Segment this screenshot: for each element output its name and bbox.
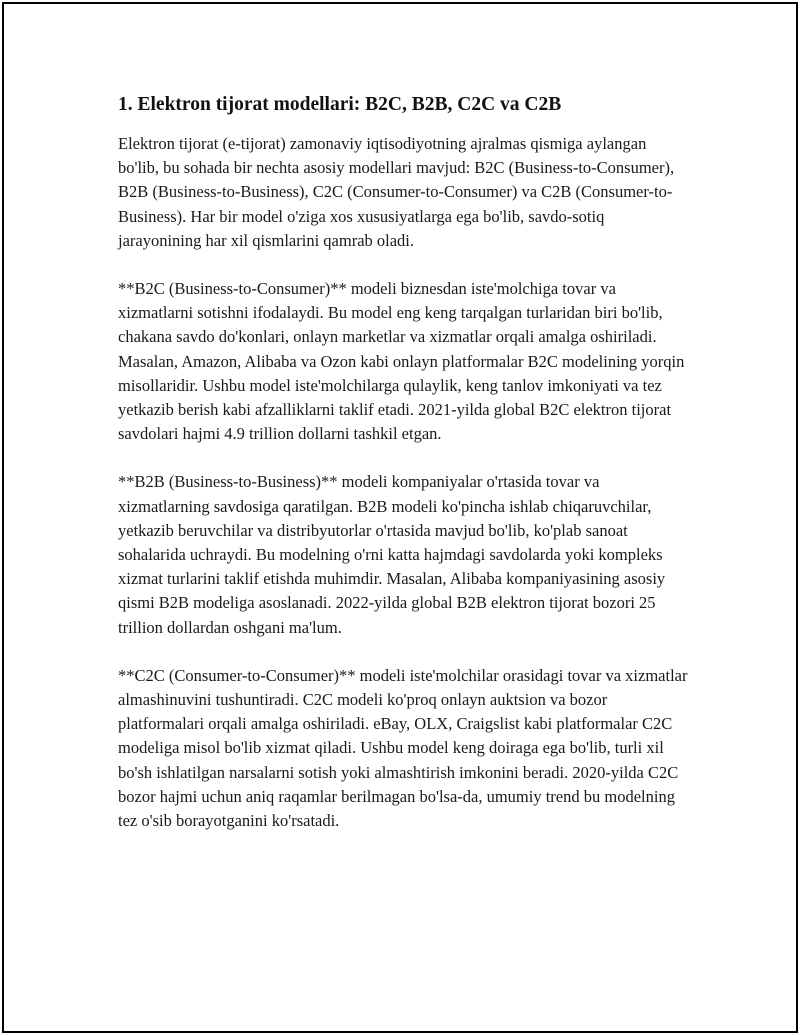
document-title: 1. Elektron tijorat modellari: B2C, B2B, C2C va C2B <box>118 94 562 115</box>
document-body <box>118 92 688 857</box>
paragraph-c2c: **C2C (Consumer-to-Consumer)** modeli iste'molchilar orasidagi tovar va xizmatlar almashinuvini tushuntiradi. C2C modeli ko'proq onlayn auktsion va bozor platformalari orqali amalga oshiriladi. eBay, OLX, Craigslist kabi platformalar C2C modeliga misol bo'lib xizmat qiladi. Ushbu model keng doiraga ega bo'lib, turli xil bo'sh ishlatilgan narsalarni sotish yoki almashtirish imkonini beradi. 2020-yilda C2C bozor hajmi uchun aniq raqamlar berilmagan bo'lsa-da, umumiy trend bu modelning tez o'sib borayotganini ko'rsatadi. <box>118 665 688 831</box>
paragraph-b2b: **B2B (Business-to-Business)** modeli kompaniyalar o'rtasida tovar va xizmatlarning savdosiga qaratilgan. B2B modeli ko'pincha ishlab chiqaruvchilar, yetkazib beruvchilar va distribyutorlar o'rtasida mavjud bo'lib, ko'plab sanoat sohalarida uchraydi. Bu modelning o'rni katta hajmdagi savdolarda yoki kompleks xizmat turlarini taklif etishda muhimdir. Masalan, Alibaba kompaniyasining asosiy qismi B2B modeliga asoslanadi. 2022-yilda global B2B elektron tijorat bozori 25 trillion dollardan oshgani ma'lum. <box>118 472 666 637</box>
paragraph-intro: Elektron tijorat (e-tijorat) zamonaviy iqtisodiyotning ajralmas qismiga aylangan bo'lib, bu sohada bir nechta asosiy modellari mavjud: B2C (Business-to-Consumer), B2B (Business-to-Business), C2C (Consumer-to-Consumer) va C2B (Consumer-to-Business). Har bir model o'ziga xos xususiyatlarga ega bo'lib, savdo-sotiq jarayonining har xil qismlarini qamrab oladi. <box>118 134 675 250</box>
paragraph-b2c: **B2C (Business-to-Consumer)** modeli biznesdan iste'molchiga tovar va xizmatlarni sotishni ifodalaydi. Bu model eng keng tarqalgan turlaridan biri bo'lib, chakana savdo do'konlari, onlayn marketlar va xizmatlar orqali amalga oshiriladi. Masalan, Amazon, Alibaba va Ozon kabi onlayn platformalar B2C modelining yorqin misollaridir. Ushbu model iste'molchilarga qulaylik, keng tanlov imkoniyati va tez yetkazib berish kabi afzalliklarni taklif etadi. 2021-yilda global B2C elektron tijorat savdolari hajmi 4.9 trillion dollarni tashkil etgan. <box>118 279 685 444</box>
